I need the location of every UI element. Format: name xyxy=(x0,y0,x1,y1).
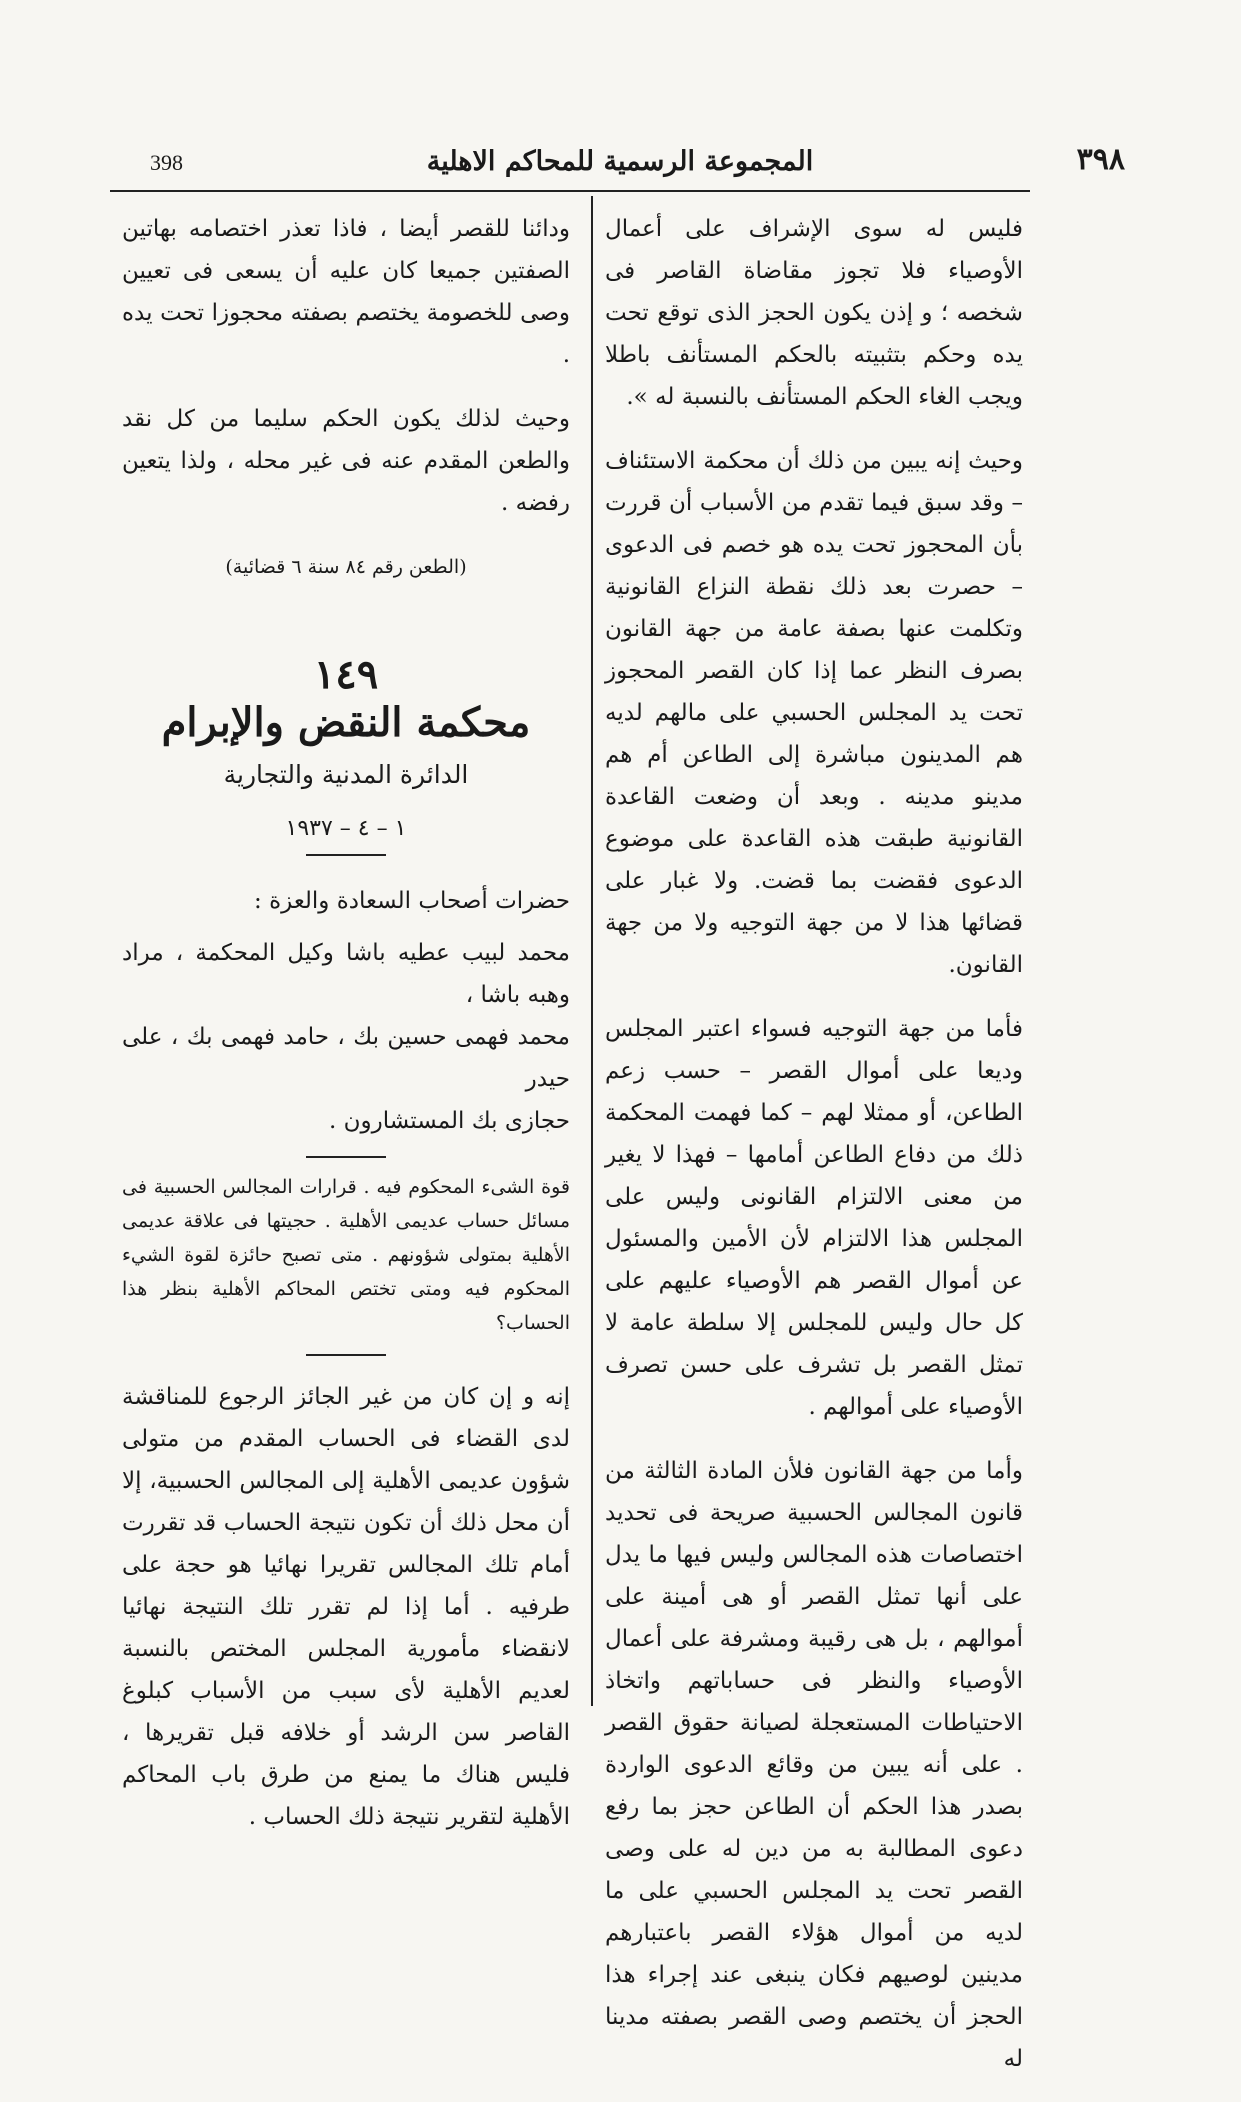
page-header xyxy=(110,140,1130,188)
paragraph: وأما من جهة القانون فلأن المادة الثالثة من قانون المجالس الحسبية صريحة فى تحديد اختصاصات هذه المجالس وليس فيها ما يدل على أنها تمثل القصر أو هى أمينة على أموالهم ، بل هى رقيبة ومشرفة على أعمال الأوصياء والنظر فى حساباتهم واتخاذ الاحتياطات المستعجلة لصيانة حقوق القصر . على أنه يبين من وقائع الدعوى الواردة بصدر هذا الحكم أن الطاعن حجز بما رفع دعوى المطالبة به من دين له على وصى القصر تحت يد المجلس الحسبي على ما لديه من أموال هؤلاء القصر باعتبارهم مدينين لوصيهم فكان ينبغى عند إجراء هذا الحجز أن يختصم وصى القصر بصفته مدينا له xyxy=(605,1458,1023,2072)
bench-intro: حضرات أصحاب السعادة والعزة : xyxy=(254,888,570,914)
paragraph: فليس له سوى الإشراف على أعمال الأوصياء فلا تجوز مقاضاة القاصر فى شخصه ؛ و إذن يكون الحجز الذى توقع تحت يده وحكم بتثبيته بالحكم المستأنف باطلا ويجب الغاء الحكم المستأنف بالنسبة له ». xyxy=(605,216,1023,410)
paragraph: ودائنا للقصر أيضا ، فاذا تعذر اختصامه بهاتين الصفتين جميعا كان عليه أن يسعى فى تعيين وصى للخصومة يختصم بصفته محجوزا تحت يده . xyxy=(122,216,570,368)
section-rule xyxy=(306,1156,386,1158)
bench-line: محمد لبيب عطيه باشا وكيل المحكمة ، مراد وهبه باشا ، xyxy=(122,940,570,1008)
section-rule xyxy=(306,854,386,856)
headnote-body: إنه و إن كان من غير الجائز الرجوع للمناقشة لدى القضاء فى الحساب المقدم من متولى شؤون عديمى الأهلية إلى المجالس الحسبية، إلا أن محل ذلك أن تكون نتيجة الحساب قد تقررت أمام تلك المجالس تقريرا نهائيا هو حجة على طرفيه . أما إذا لم تقرر تلك النتيجة نهائيا لانقضاء مأمورية المجلس المختص بالنسبة لعديم الأهلية لأى سبب من الأسباب كبلوغ القاصر سن الرشد أو خلافه قبل تقريرها ، فليس هناك ما يمنع من طرق باب المحاكم الأهلية لتقرير نتيجة ذلك الحساب . xyxy=(122,1384,571,1830)
appeal-reference: (الطعن رقم ٨٤ سنة ٦ قضائية) xyxy=(225,556,467,578)
paragraph: وحيث إنه يبين من ذلك أن محكمة الاستئناف – وقد سبق فيما تقدم من الأسباب أن قررت بأن المحجوز تحت يده هو خصم فى الدعوى – حصرت بعد ذلك نقطة النزاع القانونية وتكلمت عنها بصفة عامة من جهة القانون بصرف النظر عما إذا كان القصر المحجوز تحت يد المجلس الحسبي على مالهم لديه هم المدينون مباشرة إلى الطاعن أم هم مدينو مدينه . وبعد أن وضعت القاعدة القانونية طبقت هذه القاعدة على موضوع الدعوى فقضت بما قضت. ولا غبار على قضائها هذا لا من جهة التوجيه ولا من جهة القانون. xyxy=(605,448,1023,978)
court-name: محكمة النقض والإبرام xyxy=(161,699,531,746)
bench-line: محمد فهمى حسين بك ، حامد فهمى بك ، على حيدر xyxy=(122,1024,570,1092)
column-divider xyxy=(591,196,593,1706)
header-rule xyxy=(110,190,1030,192)
right-column xyxy=(605,208,1023,2102)
left-column xyxy=(122,208,570,1860)
paragraph: وحيث لذلك يكون الحكم سليما من كل نقد والطعن المقدم عنه فى غير محله ، ولذا يتعين رفضه . xyxy=(122,406,570,516)
bench-line: حجازى بك المستشارون . xyxy=(329,1108,570,1134)
section-rule xyxy=(306,1354,386,1356)
page-number-arabic: ٣٩٨ xyxy=(1076,142,1125,177)
court-division: الدائرة المدنية والتجارية xyxy=(223,760,469,789)
case-number: ١٤٩ xyxy=(313,651,379,698)
bench-list xyxy=(122,932,570,1142)
page-number-latin: 398 xyxy=(150,150,183,175)
headnote-summary: قوة الشىء المحكوم فيه . قرارات المجالس الحسبية فى مسائل حساب عديمى الأهلية . حجيتها فى علاقة عديمى الأهلية بمتولى شؤونهم . متى تصبح حائزة لقوة الشيء المحكوم فيه ومتى تختص المحاكم الأهلية بنظر هذا الحساب؟ xyxy=(122,1176,570,1334)
paragraph: فأما من جهة التوجيه فسواء اعتبر المجلس وديعا على أموال القصر – حسب زعم الطاعن، أو ممثلا لهم – كما فهمت المحكمة ذلك من دفاع الطاعن أمامها – فهذا لا يغير من معنى الالتزام القانونى وليس على المجلس هذا الالتزام لأن الأمين والمسئول عن أموال القصر هم الأوصياء عليهم على كل حال وليس للمجلس إلا سلطة عامة لا تمثل القصر بل تشرف على حسن تصرف الأوصياء على أموالهم . xyxy=(605,1016,1023,1420)
running-title: المجموعة الرسمية للمحاكم الاهلية xyxy=(426,146,814,177)
judgment-date: ١ – ٤ – ١٩٣٧ xyxy=(285,816,407,841)
